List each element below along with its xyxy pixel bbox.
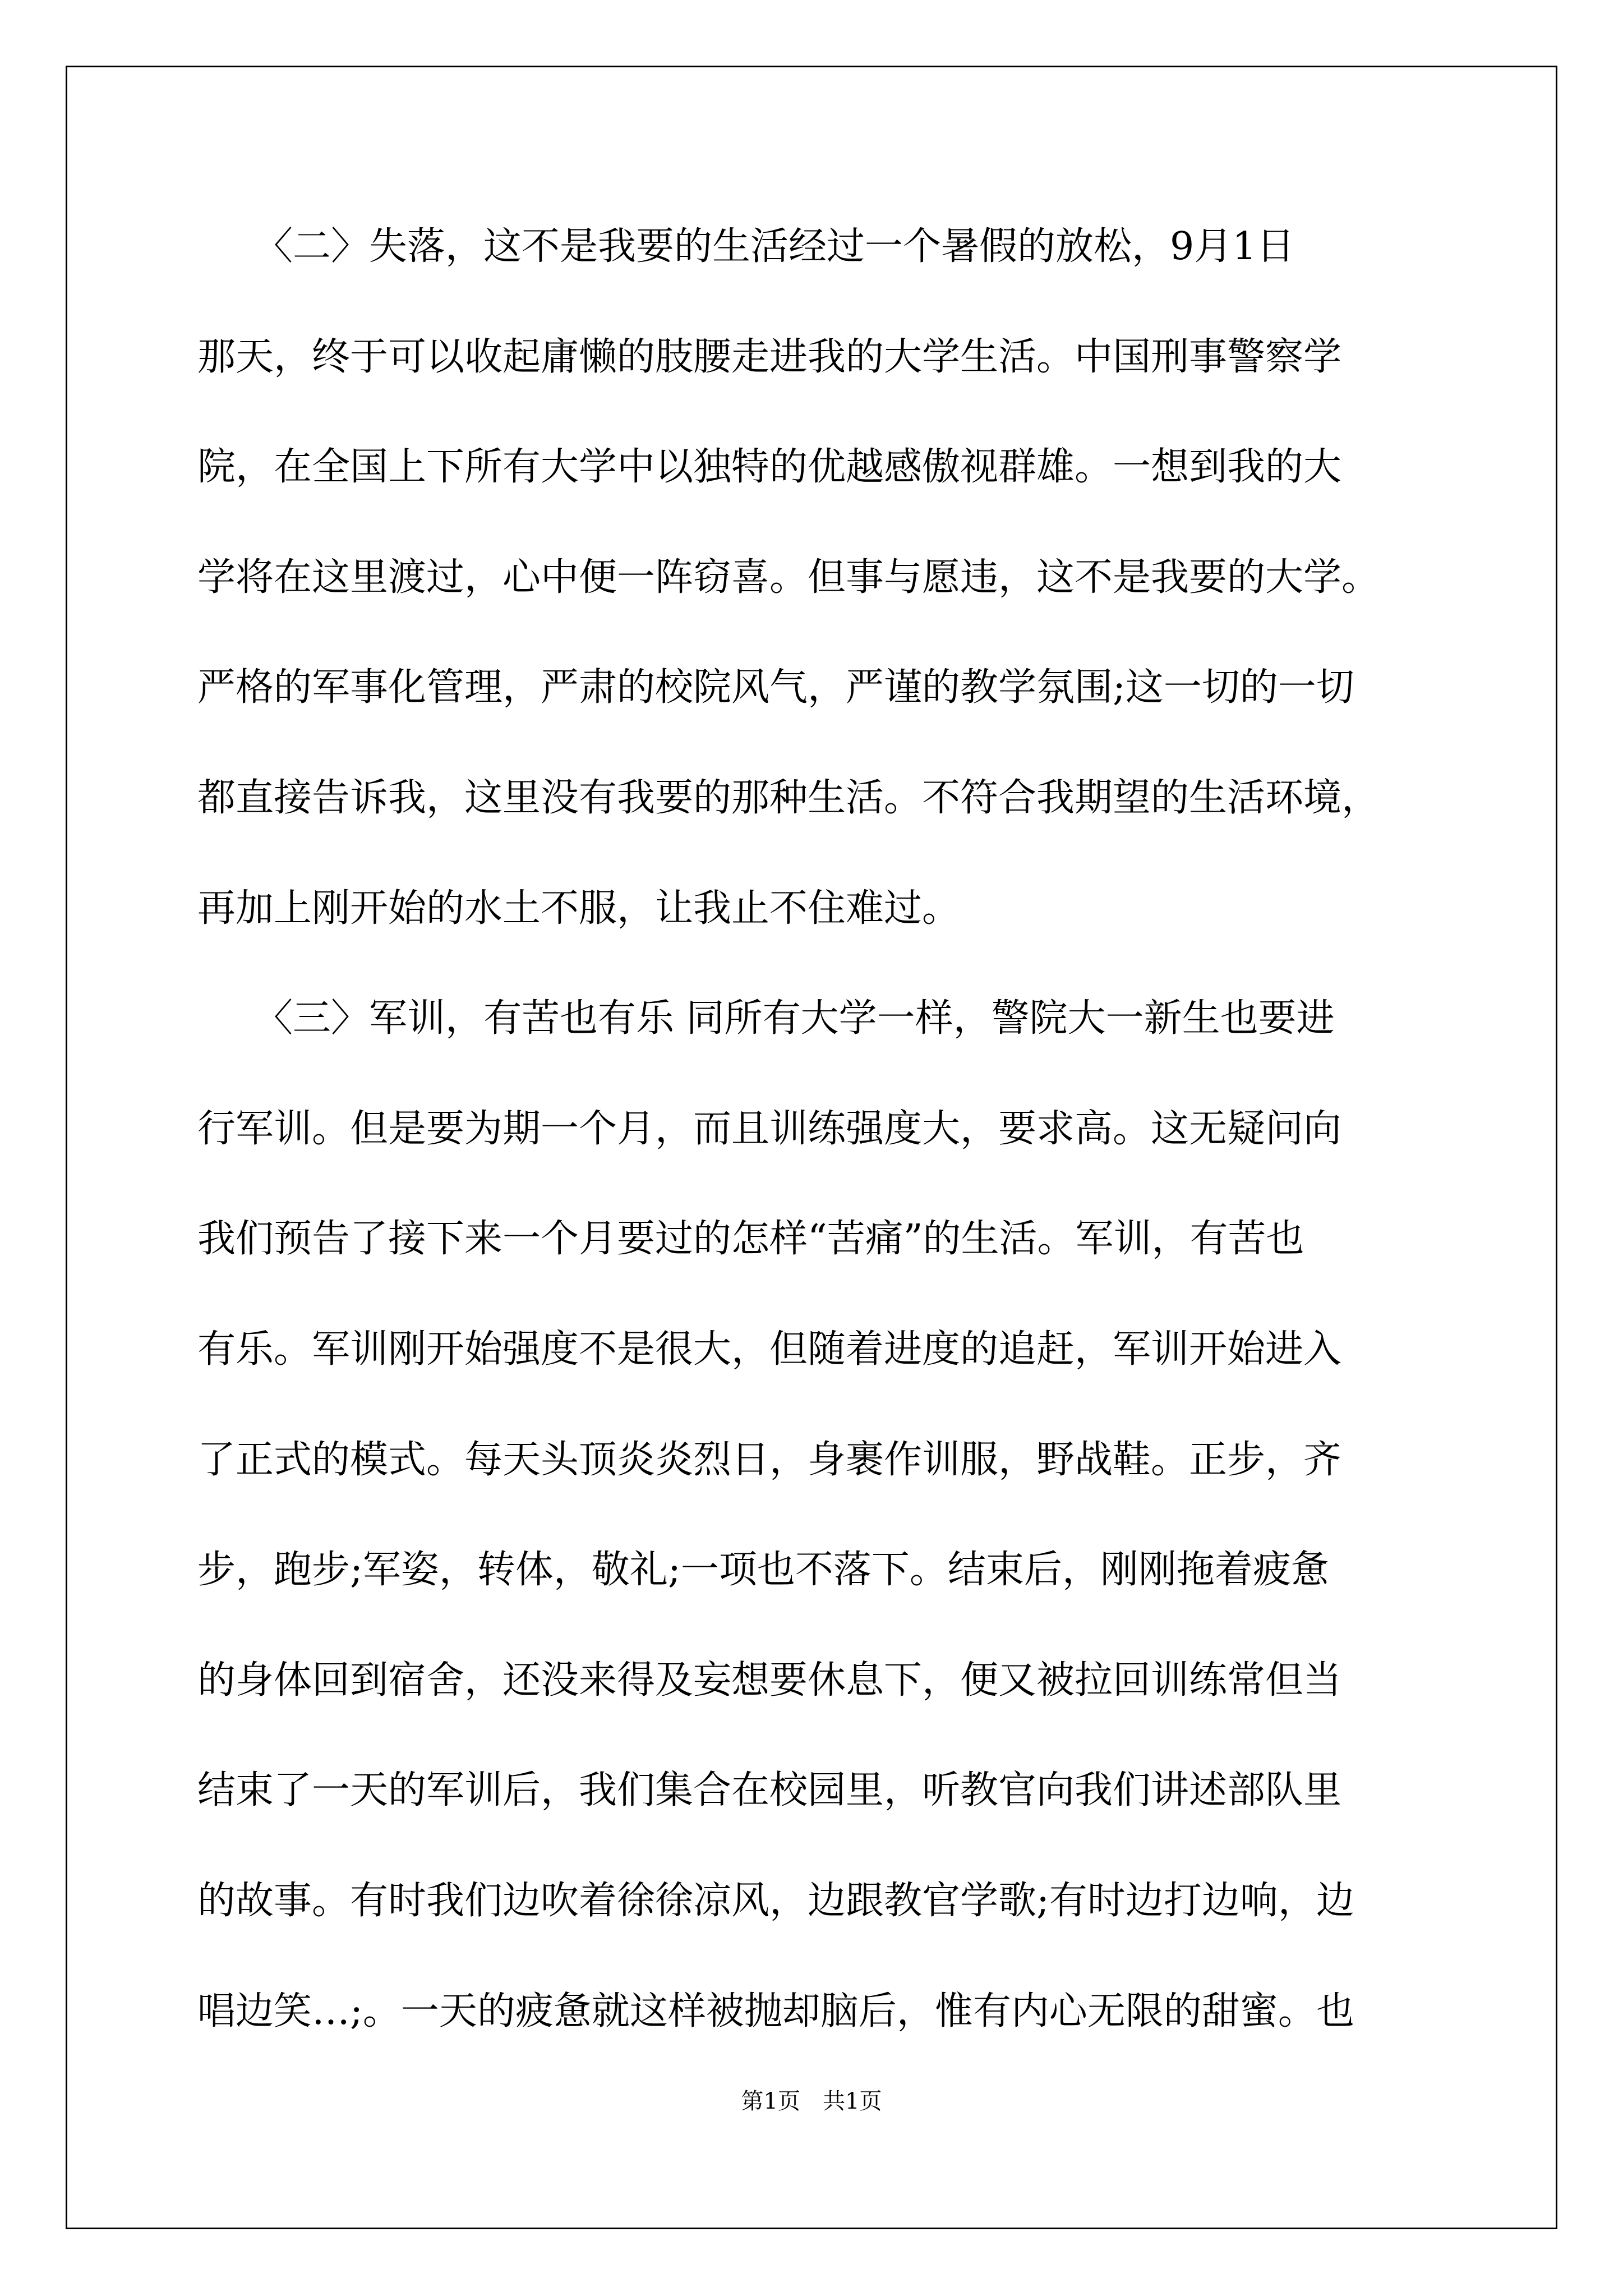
text-line: 的故事。有时我们边吹着徐徐凉风，边跟教官学歌;有时边打边响，边 [197,1879,1354,1923]
text-line: 有乐。军训刚开始强度不是很大，但随着进度的追赶，军训开始进入 [197,1327,1342,1372]
text-line: 院，在全国上下所有大学中以独特的优越感傲视群雄。一想到我的大 [197,445,1342,489]
text-line: 唱边笑…;。一天的疲惫就这样被抛却脑后，惟有内心无限的甜蜜。也 [197,1989,1354,2033]
text-line: 步，跑步;军姿，转体，敬礼;一项也不落下。结束后，刚刚拖着疲惫 [197,1548,1329,1592]
text-line: 了正式的模式。每天头顶炎炎烈日，身裹作训服，野战鞋。正步，齐 [197,1438,1342,1482]
page-number: 第1页 共1页 [741,2088,882,2114]
text-line: 严格的军事化管理，严肃的校院风气，严谨的教学氛围;这一切的一切 [197,665,1354,710]
text-line: 那天，终于可以收起庸懒的肢腰走进我的大学生活。中国刑事警察学 [197,335,1342,379]
text-line: 〈三〉军训，有苦也有乐 同所有大学一样，警院大一新生也要进 [197,996,1335,1041]
text-line: 再加上刚开始的水土不服，让我止不住难过。 [197,886,961,931]
text-line: 都直接告诉我，这里没有我要的那种生活。不符合我期望的生活环境， [197,776,1380,820]
text-line: 行军训。但是要为期一个月，而且训练强度大，要求高。这无疑问向 [197,1107,1342,1151]
text-line: 的身体回到宿舍，还没来得及妄想要休息下，便又被拉回训练常但当 [197,1658,1342,1703]
text-line: 〈二〉失落，这不是我要的生活经过一个暑假的放松，9月1日 [197,224,1295,269]
text-line: 学将在这里渡过，心中便一阵窃喜。但事与愿违，这不是我要的大学。 [197,555,1380,600]
text-line: 结束了一天的军训后，我们集合在校园里，听教官向我们讲述部队里 [197,1768,1342,1812]
text-line: 我们预告了接下来一个月要过的怎样“苦痛”的生活。军训，有苦也 [197,1217,1304,1261]
